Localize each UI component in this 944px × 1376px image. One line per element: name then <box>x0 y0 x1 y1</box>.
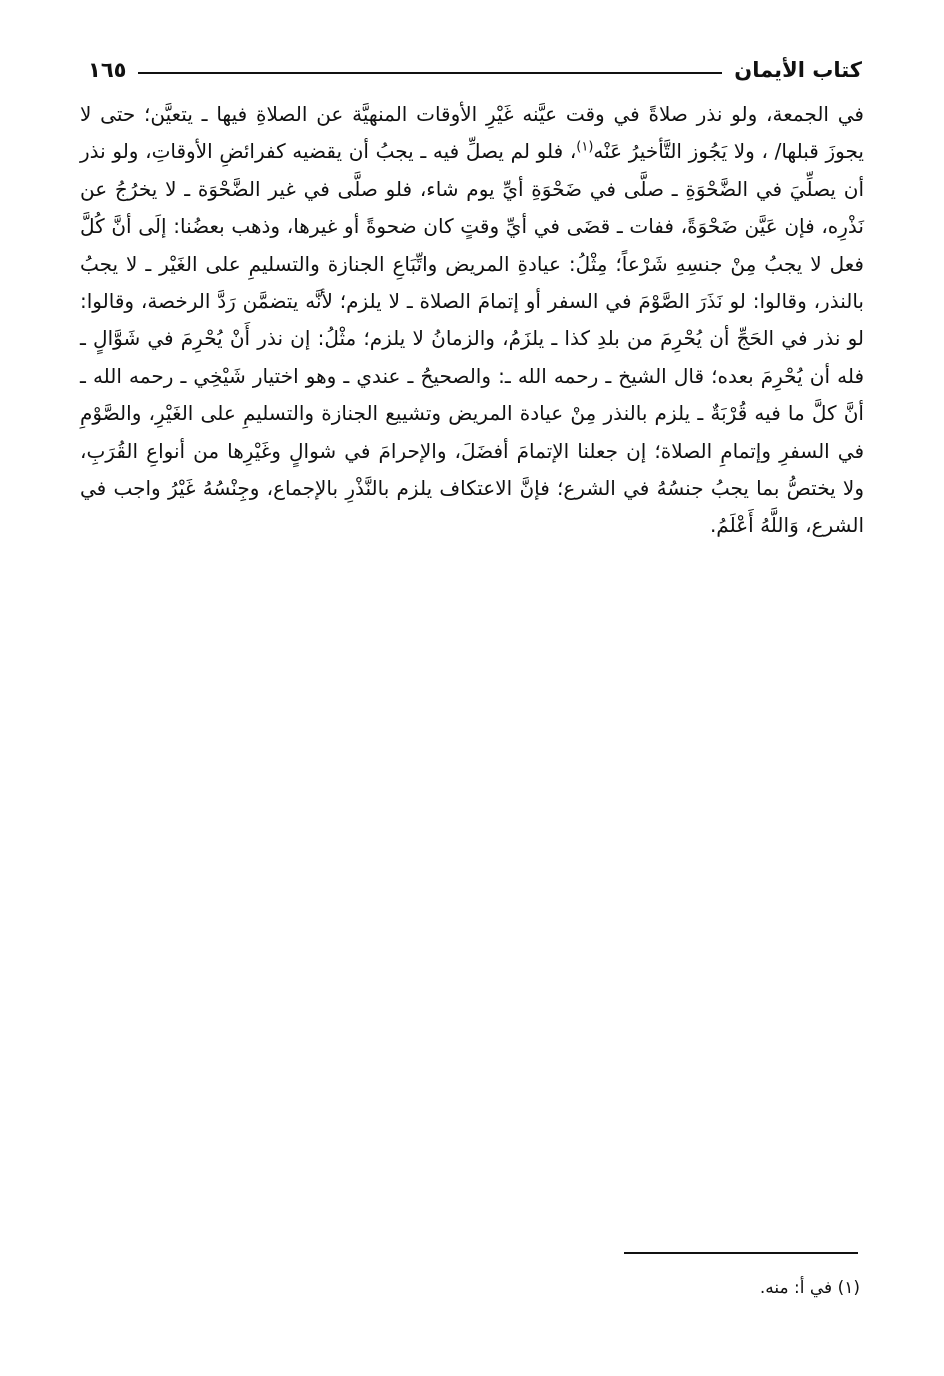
text-segment: في الجمعة، ولو نذر صلاةً في وقت عيَّنه غَيْرِ الأوقات المنهيَّة عن الصلاةِ فيها ـ يتعيَّن؛ حتى لا يجوزَ قبلها/ ، ولا يَجُوز التَّأخيرُ عَنْه <box>80 102 864 164</box>
chapter-title: كتاب الأيمان <box>734 58 862 82</box>
header-rule <box>138 72 722 74</box>
main-text <box>80 96 864 545</box>
footnote-separator <box>624 1252 858 1254</box>
footnote: (١) في أ: منه. <box>759 1278 860 1298</box>
text-segment: ، فلو لم يصلِّ فيه ـ يجبُ أن يقضيه كفرائضِ الأوقاتِ، ولو نذر أن يصلِّيَ في الضَّحْوَةِ ـ صلَّى في ضَحْوَةِ أيِّ يوم شاء، فلو صلَّى في غير الضَّحْوَة ـ لا يخرُجُ عن نَذْرِه، فإن عَيَّن ضَحْوَةً، ففات ـ قضَى في أيِّ وقتٍ كان ضحوةً أو غيرها، وذهب بعضُنا: إلَى أنَّ كُلَّ فعل لا يجبُ مِنْ جنسِهِ شَرْعاً؛ مِثْلُ: عيادةِ المريض واتِّبَاعِ الجنازة والتسليمِ على الغَيْر ـ لا يجبُ بالنذر، وقالوا: لو نَذَرَ الصَّوْمَ في السفر أو إتمامَ الصلاة ـ لا يلزم؛ لأنَّه يتضمَّن رَدَّ الرخصة، وقالوا: لو نذر في الحَجِّ أن يُحْرِمَ من بلدِ كذا ـ يلزَمُ، والزمانُ لا يلزم؛ مثْلُ: إن نذر أَنْ يُحْرِمَ في شَوَّالٍ ـ فله أن يُحْرِمَ بعده؛ قال الشيخ ـ رحمه الله ـ: والصحيحُ ـ عندي ـ وهو اختيار شَيْخِي ـ رحمه الله ـ أنَّ كلَّ ما فيه قُرْبَةٌ ـ يلزم بالنذر مِنْ عيادة المريض وتشييع الجنازة والتسليمِ على الغَيْرِ، والصَّوْمِ في السفرِ وإتمامِ الصلاة؛ إن جعلنا الإتمامَ أفضَلَ، والإحرامَ في شوالٍ وغَيْرِها من أنواعِ القُرَبِ، ولا يختصُّ بما يجبُ جنسُهُ في الشرع؛ فإنَّ الاعتكاف يلزم بالنَّذْرِ بالإجماع، وجِنْسُهُ غَيْرُ واجب في الشرع، وَاللَّهُ أَعْلَمُ. <box>80 139 864 538</box>
page-number: ١٦٥ <box>88 58 127 82</box>
footnote-marker[interactable]: (١) <box>576 139 594 155</box>
paragraph <box>80 96 864 545</box>
running-header <box>88 52 862 88</box>
